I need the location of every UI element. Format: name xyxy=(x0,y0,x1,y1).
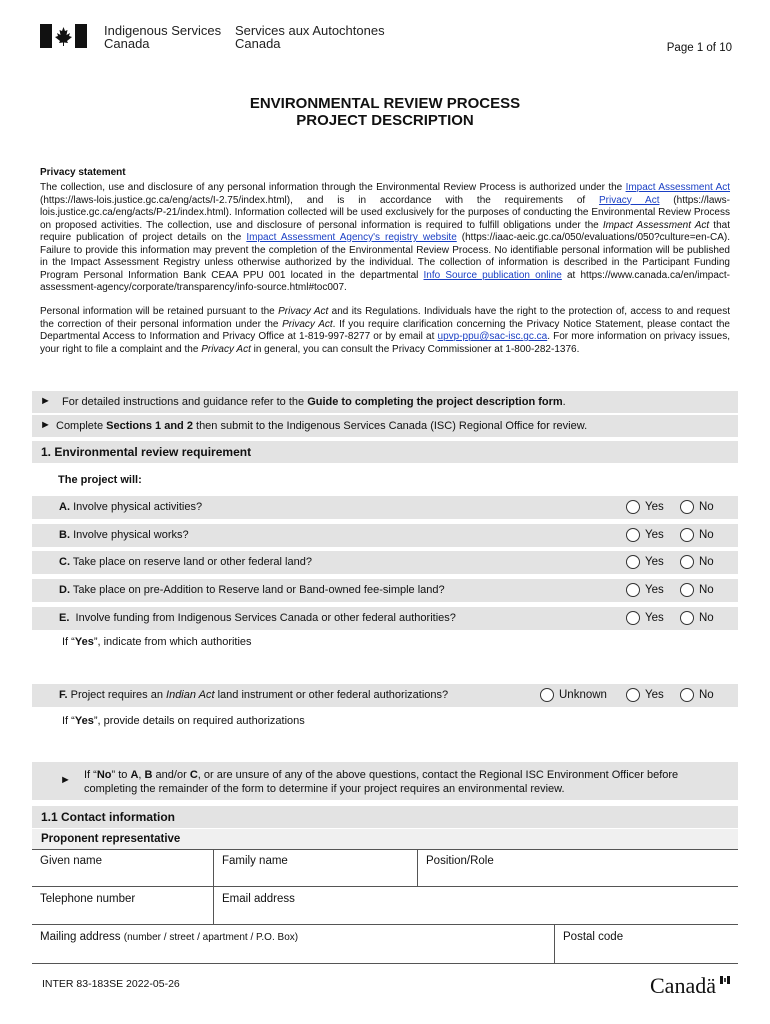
privacy-text: at https://www.canada.ca/en/impact-assessment-agency/corporate/transparency/info-source.html#toc007. xyxy=(40,269,731,293)
given-name-field[interactable] xyxy=(32,849,214,887)
question-b-no[interactable] xyxy=(680,528,714,542)
department-name-en-line1: Indigenous Services xyxy=(104,23,222,38)
authorizations-input[interactable] xyxy=(62,731,732,757)
email-label: Email address xyxy=(222,893,295,905)
question-a-yes[interactable] xyxy=(626,500,664,514)
question-e-yes[interactable] xyxy=(626,611,664,625)
option-label: No xyxy=(699,501,714,513)
department-name-en-line2: Canada xyxy=(104,36,150,51)
department-name-fr xyxy=(235,24,385,50)
question-c-text xyxy=(59,551,312,574)
form-title xyxy=(0,95,770,129)
question-label: Project requires an xyxy=(70,689,167,701)
question-e-text xyxy=(59,607,456,630)
privacy-text-italic: Privacy Act xyxy=(282,318,333,330)
option-label: Unknown xyxy=(559,689,607,701)
privacy-text: . If you require clarification concerning the Privacy Notice Statement, please contact the Departmental Access to Information and Privacy Office at 1-819-997-8277 or by email at xyxy=(40,318,730,342)
given-name-label: Given name xyxy=(40,855,103,867)
radio-circle-icon[interactable] xyxy=(680,611,694,625)
question-d-yes[interactable] xyxy=(626,583,664,597)
followup-text: If “ xyxy=(62,715,75,727)
radio-circle-icon[interactable] xyxy=(540,688,554,702)
question-f-row xyxy=(32,684,738,707)
mailing-label-text: Mailing address xyxy=(40,931,121,943)
note-c: C xyxy=(189,769,198,781)
review-note-text xyxy=(84,768,704,796)
question-e-no[interactable] xyxy=(680,611,714,625)
note-text: If “ xyxy=(84,769,97,781)
privacy-paragraph-1 xyxy=(40,182,730,295)
email-field[interactable] xyxy=(213,886,738,925)
question-d-row xyxy=(32,579,738,602)
radio-circle-icon[interactable] xyxy=(626,528,640,542)
option-label: Yes xyxy=(645,529,664,541)
privacy-text: . For more information on privacy issues, your right to file a complaint and the xyxy=(40,331,730,355)
sections-reference: Sections 1 and 2 xyxy=(106,420,193,432)
note-text: and/or xyxy=(152,769,190,781)
question-d-no[interactable] xyxy=(680,583,714,597)
position-role-label: Position/Role xyxy=(426,855,494,867)
privacy-text: (https://laws-lois.justice.gc.ca/eng/acts/I-2.75/index.html), and is in accordance with the requirements of xyxy=(40,194,599,206)
registry-website-link[interactable]: Impact Assessment Agency's registry website xyxy=(246,232,457,243)
question-a-row xyxy=(32,496,738,519)
contact-info-heading: 1.1 Contact information xyxy=(41,810,176,824)
question-c-no[interactable] xyxy=(680,555,714,569)
option-label: No xyxy=(699,612,714,624)
instruction-bar-submit xyxy=(32,415,738,437)
question-f-yes[interactable] xyxy=(626,688,664,702)
department-name-fr-line1: Services aux Autochtones xyxy=(235,23,385,38)
mailing-hint: (number / street / apartment / P.O. Box) xyxy=(123,932,299,943)
review-note-bar xyxy=(32,762,738,800)
family-name-field[interactable] xyxy=(213,849,418,887)
question-label: Involve physical activities? xyxy=(73,501,203,513)
option-label: Yes xyxy=(645,584,664,596)
page-number: Page 1 of 10 xyxy=(666,42,732,54)
mailing-address-field[interactable] xyxy=(32,924,555,964)
radio-circle-icon[interactable] xyxy=(626,688,640,702)
privacy-text: Personal information will be retained pursuant to the xyxy=(40,306,279,317)
note-no: No xyxy=(96,769,112,781)
instruction-text: . xyxy=(562,396,566,408)
note-text: , or are unsure of any of the above questions, contact the Regional ISC Environment Officer before completing the remainder of the form to determine if your project requires an environmental review. xyxy=(84,769,679,795)
note-text: , xyxy=(138,769,145,781)
note-a: A xyxy=(130,769,139,781)
question-label: Take place on pre-Addition to Reserve land or Band-owned fee-simple land? xyxy=(72,584,445,596)
question-b-row xyxy=(32,524,738,547)
instruction-text: For detailed instructions and guidance refer to the xyxy=(62,396,308,408)
option-label: Yes xyxy=(645,556,664,568)
privacy-act-link[interactable]: Privacy Act xyxy=(598,194,660,206)
radio-circle-icon[interactable] xyxy=(626,583,640,597)
telephone-label: Telephone number xyxy=(40,893,136,905)
instruction-text: then submit to the Indigenous Services Canada (ISC) Regional Office for review. xyxy=(192,420,588,432)
privacy-text: (https://laws-lois.justice.gc.ca/eng/acts/P-21/index.html). Information collected will be used exclusively for the purposes of conducting the Environmental Review Process on proposed activities. The collection, use and disclosure of personal information is required to fulfill obligations under the xyxy=(40,194,730,231)
followup-text: ”, provide details on required authorizations xyxy=(93,715,305,727)
arrow-right-icon: ► xyxy=(40,395,51,407)
privacy-paragraph-2 xyxy=(40,306,730,356)
proponent-heading: Proponent representative xyxy=(41,833,181,845)
proponent-header xyxy=(32,829,738,849)
canada-wordmark-text: Canadä xyxy=(650,973,716,998)
radio-circle-icon[interactable] xyxy=(680,528,694,542)
instruction-submit-text xyxy=(56,415,587,437)
option-label: No xyxy=(699,584,714,596)
telephone-field[interactable] xyxy=(32,886,214,925)
postal-code-label: Postal code xyxy=(563,931,624,943)
question-e-row xyxy=(32,607,738,630)
followup-yes: Yes xyxy=(74,636,94,648)
maple-leaf-icon xyxy=(40,24,87,48)
arrow-right-icon: ► xyxy=(40,419,51,431)
section-1-heading: 1. Environmental review requirement xyxy=(41,445,252,459)
privacy-text: that require publication of project details on the xyxy=(40,219,730,243)
privacy-text: The collection, use and disclosure of any personal information through the Environmental Review Process is authorized under the xyxy=(40,182,626,193)
option-label: Yes xyxy=(645,689,664,701)
privacy-email-link[interactable]: upvp-ppu@sac-isc.gc.ca xyxy=(437,331,548,342)
question-label-italic: Indian Act xyxy=(166,689,215,701)
question-d-text xyxy=(59,579,445,602)
family-name-label: Family name xyxy=(222,855,288,867)
impact-assessment-act-link[interactable]: Impact Assessment Act xyxy=(625,182,731,193)
privacy-text-italic: Privacy Act xyxy=(278,306,329,317)
question-f-followup xyxy=(62,713,305,729)
radio-circle-icon[interactable] xyxy=(680,500,694,514)
privacy-heading: Privacy statement xyxy=(40,167,126,178)
info-source-link[interactable]: Info Source publication online xyxy=(423,269,562,281)
option-label: No xyxy=(699,556,714,568)
question-f-text xyxy=(59,684,448,707)
question-b-yes[interactable] xyxy=(626,528,664,542)
question-letter: A. xyxy=(59,501,70,513)
form-title-line2: PROJECT DESCRIPTION xyxy=(296,112,474,129)
form-title-line1: ENVIRONMENTAL REVIEW PROCESS xyxy=(249,95,521,112)
privacy-text-italic: Privacy Act xyxy=(201,343,251,355)
canada-flag-logo xyxy=(40,24,87,48)
question-a-text xyxy=(59,496,202,519)
radio-circle-icon[interactable] xyxy=(680,583,694,597)
question-letter: F. xyxy=(59,689,68,701)
contact-info-header xyxy=(32,806,738,828)
followup-text: ”, indicate from which authorities xyxy=(93,636,252,648)
arrow-right-icon: ► xyxy=(60,774,71,786)
guide-reference: Guide to completing the project description form xyxy=(307,396,563,408)
question-b-text xyxy=(59,524,189,547)
question-e-followup xyxy=(62,634,252,650)
mailing-address-label xyxy=(40,930,298,945)
question-c-row xyxy=(32,551,738,574)
option-label: No xyxy=(699,689,714,701)
question-letter: C. xyxy=(59,556,70,568)
privacy-text: and its Regulations. Individuals have the right to the protection of, access to and request the correction of their personal information under the xyxy=(40,306,730,330)
question-letter: E. xyxy=(59,612,70,624)
note-text: ” to xyxy=(111,769,131,781)
note-b: B xyxy=(144,769,153,781)
radio-circle-icon[interactable] xyxy=(626,611,640,625)
radio-circle-icon[interactable] xyxy=(626,500,640,514)
radio-circle-icon[interactable] xyxy=(680,688,694,702)
section-1-header xyxy=(32,441,738,463)
postal-code-field[interactable] xyxy=(554,924,738,964)
position-role-field[interactable] xyxy=(417,849,738,887)
authorities-input[interactable] xyxy=(62,652,732,678)
question-label: land instrument or other federal authorizations? xyxy=(214,689,449,701)
form-identifier: INTER 83-183SE 2022-05-26 xyxy=(42,978,180,990)
project-will-label: The project will: xyxy=(58,474,142,486)
option-label: Yes xyxy=(645,501,664,513)
privacy-text-italic: Impact Assessment Act xyxy=(602,219,710,231)
question-f-no[interactable] xyxy=(680,688,714,702)
instruction-text: Complete xyxy=(56,420,107,432)
option-label: No xyxy=(699,529,714,541)
instruction-guide-text xyxy=(62,391,566,413)
privacy-text: (https://iaac-aeic.gc.ca/050/evaluations/050?culture=en-CA). Failure to provide this information may prevent the completion of the Environmental Review Process. No identifiable personal information will be published in the Impact Assessment Registry unless otherwise authorized by the individual. The collection of information is described in the Participant Funding Program Personal Information Bank CEAA PPU 001 located in the departmental xyxy=(40,232,730,281)
option-label: Yes xyxy=(645,612,664,624)
followup-text: If “ xyxy=(62,636,75,648)
radio-circle-icon[interactable] xyxy=(626,555,640,569)
followup-yes: Yes xyxy=(74,715,94,727)
question-letter: D. xyxy=(59,584,70,596)
radio-circle-icon[interactable] xyxy=(680,555,694,569)
department-name-en xyxy=(104,24,221,50)
question-letter: B. xyxy=(59,529,70,541)
question-f-unknown[interactable] xyxy=(540,688,607,702)
canada-wordmark xyxy=(650,974,716,998)
question-label: Involve physical works? xyxy=(73,529,189,541)
department-name-fr-line2: Canada xyxy=(235,36,281,51)
privacy-text: in general, you can consult the Privacy Commissioner at 1-800-282-1376. xyxy=(250,343,580,355)
question-a-no[interactable] xyxy=(680,500,714,514)
question-c-yes[interactable] xyxy=(626,555,664,569)
instruction-bar-guide xyxy=(32,391,738,413)
flag-icon xyxy=(720,976,730,984)
question-label: Involve funding from Indigenous Services Canada or other federal authorities? xyxy=(75,612,456,624)
question-label: Take place on reserve land or other federal land? xyxy=(72,556,312,568)
